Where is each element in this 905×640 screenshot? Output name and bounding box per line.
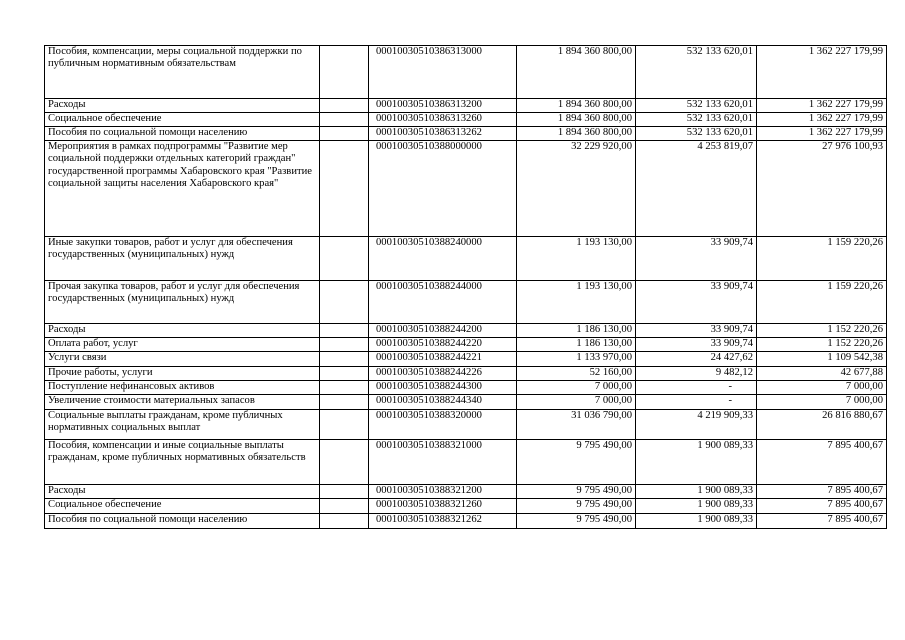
row-name-cell: Пособия по социальной помощи населению bbox=[45, 514, 320, 529]
row-name-cell: Расходы bbox=[45, 99, 320, 113]
row-name-cell: Социальное обеспечение bbox=[45, 113, 320, 127]
row-unexecuted-cell: 1 362 227 179,99 bbox=[757, 127, 887, 141]
row-approved-cell: 7 000,00 bbox=[517, 381, 636, 395]
row-line-code-cell bbox=[320, 352, 369, 367]
row-unexecuted-cell: 1 109 542,38 bbox=[757, 352, 887, 367]
row-name-cell: Расходы bbox=[45, 485, 320, 499]
table-row bbox=[45, 324, 887, 338]
row-approved-cell: 1 193 130,00 bbox=[517, 281, 636, 324]
row-approved-cell: 32 229 920,00 bbox=[517, 141, 636, 237]
row-approved-cell: 52 160,00 bbox=[517, 367, 636, 381]
row-budget-code-cell: 00010030510386313262 bbox=[369, 127, 517, 141]
row-executed-cell: 532 133 620,01 bbox=[636, 127, 757, 141]
row-name-cell: Оплата работ, услуг bbox=[45, 338, 320, 352]
row-approved-cell: 1 186 130,00 bbox=[517, 338, 636, 352]
row-unexecuted-cell: 7 895 400,67 bbox=[757, 514, 887, 529]
row-line-code-cell bbox=[320, 338, 369, 352]
row-unexecuted-cell: 1 362 227 179,99 bbox=[757, 113, 887, 127]
row-name-cell: Пособия, компенсации, меры социальной поддержки по публичным нормативным обязательствам bbox=[45, 46, 320, 99]
row-line-code-cell bbox=[320, 410, 369, 440]
row-budget-code-cell: 00010030510388244340 bbox=[369, 395, 517, 410]
row-unexecuted-cell: 26 816 880,67 bbox=[757, 410, 887, 440]
row-approved-cell: 31 036 790,00 bbox=[517, 410, 636, 440]
row-budget-code-cell: 00010030510388321260 bbox=[369, 499, 517, 514]
row-name-cell: Прочая закупка товаров, работ и услуг для обеспечения государственных (муниципальных) нужд bbox=[45, 281, 320, 324]
row-executed-cell: - bbox=[636, 395, 757, 410]
row-budget-code-cell: 00010030510388321200 bbox=[369, 485, 517, 499]
row-approved-cell: 1 894 360 800,00 bbox=[517, 127, 636, 141]
row-budget-code-cell: 00010030510388244220 bbox=[369, 338, 517, 352]
row-executed-cell: - bbox=[636, 381, 757, 395]
table-row bbox=[45, 395, 887, 410]
row-budget-code-cell: 00010030510388320000 bbox=[369, 410, 517, 440]
row-budget-code-cell: 00010030510388321262 bbox=[369, 514, 517, 529]
row-budget-code-cell: 00010030510388244221 bbox=[369, 352, 517, 367]
table-row bbox=[45, 485, 887, 499]
row-unexecuted-cell: 1 362 227 179,99 bbox=[757, 46, 887, 99]
row-budget-code-cell: 00010030510386313260 bbox=[369, 113, 517, 127]
row-executed-cell: 33 909,74 bbox=[636, 338, 757, 352]
table-row bbox=[45, 141, 887, 237]
row-unexecuted-cell: 7 895 400,67 bbox=[757, 485, 887, 499]
row-line-code-cell bbox=[320, 237, 369, 281]
row-approved-cell: 1 894 360 800,00 bbox=[517, 113, 636, 127]
row-budget-code-cell: 00010030510388244200 bbox=[369, 324, 517, 338]
row-unexecuted-cell: 7 000,00 bbox=[757, 381, 887, 395]
table-row bbox=[45, 514, 887, 529]
table-row bbox=[45, 237, 887, 281]
row-executed-cell: 4 253 819,07 bbox=[636, 141, 757, 237]
row-name-cell: Пособия, компенсации и иные социальные выплаты гражданам, кроме публичных нормативных обязательств bbox=[45, 440, 320, 485]
row-budget-code-cell: 00010030510388000000 bbox=[369, 141, 517, 237]
budget-execution-table bbox=[44, 45, 887, 529]
row-approved-cell: 9 795 490,00 bbox=[517, 514, 636, 529]
row-line-code-cell bbox=[320, 367, 369, 381]
row-budget-code-cell: 00010030510386313000 bbox=[369, 46, 517, 99]
row-executed-cell: 1 900 089,33 bbox=[636, 499, 757, 514]
table-row bbox=[45, 338, 887, 352]
row-approved-cell: 7 000,00 bbox=[517, 395, 636, 410]
row-unexecuted-cell: 1 159 220,26 bbox=[757, 281, 887, 324]
row-name-cell: Поступление нефинансовых активов bbox=[45, 381, 320, 395]
row-line-code-cell bbox=[320, 99, 369, 113]
row-name-cell: Прочие работы, услуги bbox=[45, 367, 320, 381]
row-executed-cell: 1 900 089,33 bbox=[636, 514, 757, 529]
row-executed-cell: 532 133 620,01 bbox=[636, 113, 757, 127]
row-line-code-cell bbox=[320, 381, 369, 395]
row-line-code-cell bbox=[320, 113, 369, 127]
table-row bbox=[45, 127, 887, 141]
row-budget-code-cell: 00010030510388244226 bbox=[369, 367, 517, 381]
row-name-cell: Иные закупки товаров, работ и услуг для обеспечения государственных (муниципальных) нужд bbox=[45, 237, 320, 281]
row-name-cell: Социальные выплаты гражданам, кроме публичных нормативных социальных выплат bbox=[45, 410, 320, 440]
row-unexecuted-cell: 1 362 227 179,99 bbox=[757, 99, 887, 113]
table-row bbox=[45, 367, 887, 381]
row-executed-cell: 33 909,74 bbox=[636, 237, 757, 281]
row-executed-cell: 9 482,12 bbox=[636, 367, 757, 381]
row-executed-cell: 532 133 620,01 bbox=[636, 46, 757, 99]
row-unexecuted-cell: 7 895 400,67 bbox=[757, 440, 887, 485]
row-line-code-cell bbox=[320, 395, 369, 410]
row-line-code-cell bbox=[320, 499, 369, 514]
row-line-code-cell bbox=[320, 46, 369, 99]
row-approved-cell: 9 795 490,00 bbox=[517, 485, 636, 499]
row-name-cell: Услуги связи bbox=[45, 352, 320, 367]
row-approved-cell: 9 795 490,00 bbox=[517, 440, 636, 485]
row-unexecuted-cell: 42 677,88 bbox=[757, 367, 887, 381]
row-name-cell: Увеличение стоимости материальных запасов bbox=[45, 395, 320, 410]
table-row bbox=[45, 410, 887, 440]
row-executed-cell: 4 219 909,33 bbox=[636, 410, 757, 440]
row-approved-cell: 1 894 360 800,00 bbox=[517, 99, 636, 113]
row-executed-cell: 24 427,62 bbox=[636, 352, 757, 367]
row-name-cell: Мероприятия в рамках подпрограммы "Развитие мер социальной поддержки отдельных категорий граждан" государственной программы Хабаровского края "Развитие социальной защиты населения Хабаровского края" bbox=[45, 141, 320, 237]
table-row bbox=[45, 281, 887, 324]
row-approved-cell: 1 133 970,00 bbox=[517, 352, 636, 367]
row-name-cell: Социальное обеспечение bbox=[45, 499, 320, 514]
table-row bbox=[45, 46, 887, 99]
row-executed-cell: 33 909,74 bbox=[636, 281, 757, 324]
row-line-code-cell bbox=[320, 141, 369, 237]
table-row bbox=[45, 352, 887, 367]
row-budget-code-cell: 00010030510386313200 bbox=[369, 99, 517, 113]
row-budget-code-cell: 00010030510388321000 bbox=[369, 440, 517, 485]
row-unexecuted-cell: 1 152 220,26 bbox=[757, 338, 887, 352]
table-row bbox=[45, 113, 887, 127]
row-executed-cell: 1 900 089,33 bbox=[636, 485, 757, 499]
row-line-code-cell bbox=[320, 440, 369, 485]
row-executed-cell: 532 133 620,01 bbox=[636, 99, 757, 113]
row-unexecuted-cell: 1 159 220,26 bbox=[757, 237, 887, 281]
row-budget-code-cell: 00010030510388244000 bbox=[369, 281, 517, 324]
row-approved-cell: 9 795 490,00 bbox=[517, 499, 636, 514]
row-line-code-cell bbox=[320, 324, 369, 338]
row-approved-cell: 1 894 360 800,00 bbox=[517, 46, 636, 99]
row-executed-cell: 1 900 089,33 bbox=[636, 440, 757, 485]
table-row bbox=[45, 440, 887, 485]
row-approved-cell: 1 186 130,00 bbox=[517, 324, 636, 338]
table-body bbox=[45, 46, 887, 529]
table-row bbox=[45, 99, 887, 113]
row-name-cell: Расходы bbox=[45, 324, 320, 338]
row-unexecuted-cell: 1 152 220,26 bbox=[757, 324, 887, 338]
row-approved-cell: 1 193 130,00 bbox=[517, 237, 636, 281]
row-line-code-cell bbox=[320, 514, 369, 529]
row-executed-cell: 33 909,74 bbox=[636, 324, 757, 338]
row-line-code-cell bbox=[320, 281, 369, 324]
table-row bbox=[45, 381, 887, 395]
row-budget-code-cell: 00010030510388240000 bbox=[369, 237, 517, 281]
row-unexecuted-cell: 7 000,00 bbox=[757, 395, 887, 410]
row-unexecuted-cell: 27 976 100,93 bbox=[757, 141, 887, 237]
row-line-code-cell bbox=[320, 127, 369, 141]
table-row bbox=[45, 499, 887, 514]
row-line-code-cell bbox=[320, 485, 369, 499]
row-name-cell: Пособия по социальной помощи населению bbox=[45, 127, 320, 141]
row-budget-code-cell: 00010030510388244300 bbox=[369, 381, 517, 395]
row-unexecuted-cell: 7 895 400,67 bbox=[757, 499, 887, 514]
